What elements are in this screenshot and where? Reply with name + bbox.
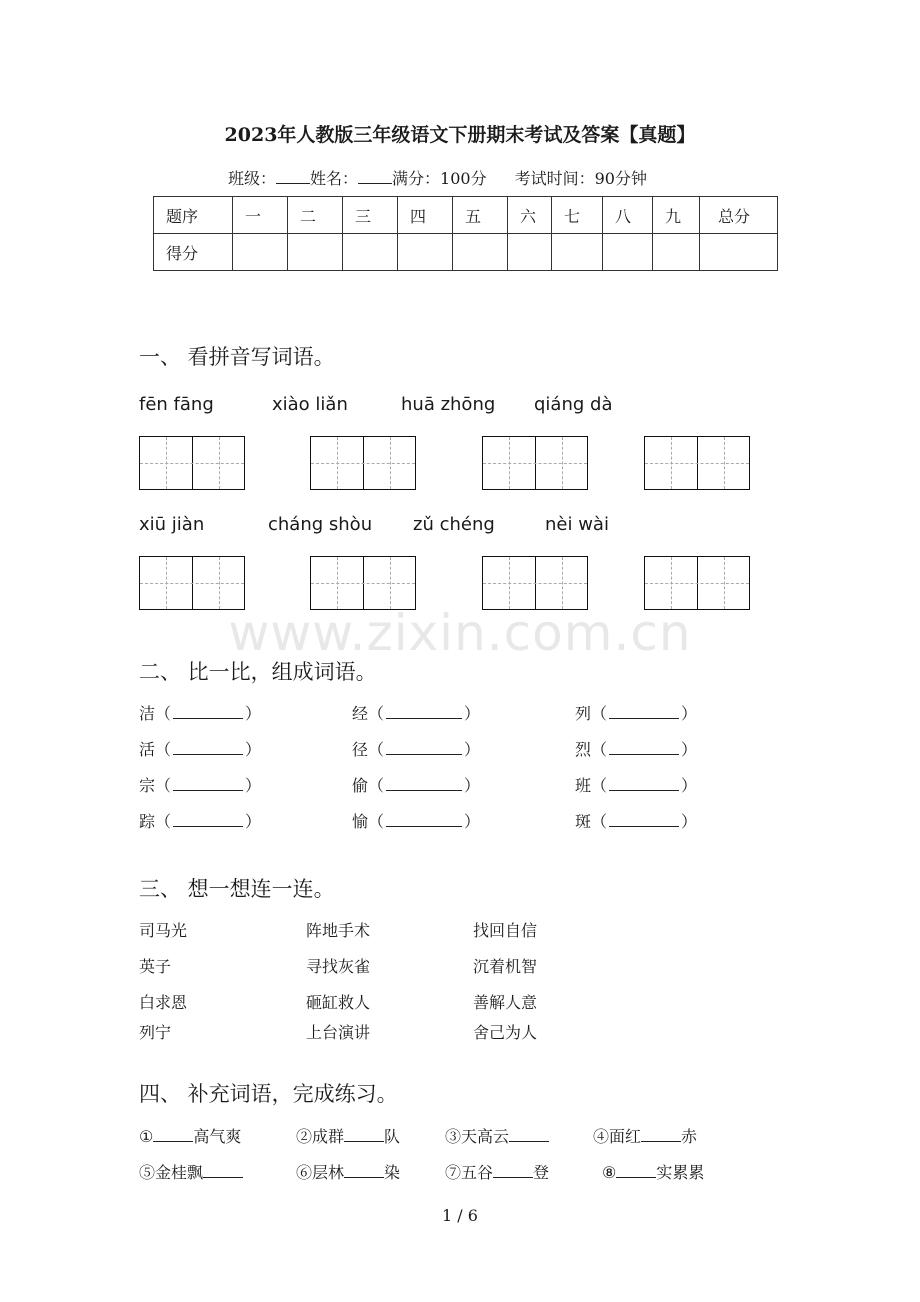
- fill-blank[interactable]: [509, 1126, 549, 1142]
- answer-blank[interactable]: [386, 812, 462, 827]
- section1-title: 一、 看拼音写词语。: [139, 345, 335, 369]
- writing-grid[interactable]: [139, 556, 245, 610]
- char: 径: [352, 740, 369, 759]
- score-cell[interactable]: [233, 234, 288, 271]
- score-cell[interactable]: [453, 234, 508, 271]
- answer-blank[interactable]: [386, 704, 462, 719]
- paren: ）: [245, 776, 262, 795]
- header-cell: 五: [453, 197, 508, 234]
- char: 活: [139, 740, 156, 759]
- word-item: [139, 809, 261, 832]
- fill-suffix: 染: [384, 1163, 401, 1182]
- match-item[interactable]: 舍己为人: [473, 1023, 538, 1042]
- word-item: [575, 773, 697, 796]
- fill-item: [445, 1124, 549, 1147]
- answer-blank[interactable]: [609, 776, 679, 791]
- char: 列: [575, 704, 592, 723]
- match-item[interactable]: 列宁: [139, 1023, 172, 1042]
- pinyin-label: nèi wài: [545, 514, 609, 535]
- fill-item: [593, 1124, 697, 1147]
- exam-info: [228, 166, 647, 189]
- writing-grid[interactable]: [310, 436, 416, 490]
- fill-item: [296, 1160, 400, 1183]
- paren: （: [368, 812, 385, 831]
- header-cell: 二: [288, 197, 343, 234]
- fill-suffix: 实累累: [656, 1163, 705, 1182]
- pinyin-label: cháng shòu: [268, 514, 373, 535]
- pinyin-label: qiáng dà: [534, 394, 613, 415]
- match-item[interactable]: 英子: [139, 957, 172, 976]
- char: 偷: [352, 776, 369, 795]
- word-item: [352, 773, 480, 796]
- paren: （: [155, 812, 172, 831]
- writing-grid[interactable]: [482, 436, 588, 490]
- score-cell[interactable]: [552, 234, 603, 271]
- paren: ）: [245, 812, 262, 831]
- char: 经: [352, 704, 369, 723]
- paren: ）: [681, 812, 698, 831]
- word-item: [575, 809, 697, 832]
- header-cell: 四: [398, 197, 453, 234]
- answer-blank[interactable]: [609, 812, 679, 827]
- header-cell: 八: [603, 197, 653, 234]
- writing-grid[interactable]: [310, 556, 416, 610]
- section3-title: 三、 想一想连一连。: [139, 877, 335, 901]
- score-table-row: [154, 234, 778, 271]
- word-item: [352, 737, 480, 760]
- fill-blank[interactable]: [344, 1126, 384, 1142]
- writing-grid[interactable]: [482, 556, 588, 610]
- fill-suffix: 高气爽: [193, 1127, 242, 1146]
- pinyin-label: huā zhōng: [401, 394, 496, 415]
- match-item[interactable]: 善解人意: [473, 993, 538, 1012]
- char: 愉: [352, 812, 369, 831]
- char: 烈: [575, 740, 592, 759]
- char: 宗: [139, 776, 156, 795]
- page-number: 1 / 6: [442, 1206, 478, 1225]
- paren: ）: [681, 704, 698, 723]
- score-cell[interactable]: [508, 234, 552, 271]
- answer-blank[interactable]: [173, 740, 243, 755]
- fill-blank[interactable]: [493, 1162, 533, 1178]
- writing-grid[interactable]: [644, 436, 750, 490]
- paren: （: [155, 776, 172, 795]
- word-item: [139, 737, 261, 760]
- paren: （: [591, 776, 608, 795]
- paren: ）: [464, 812, 481, 831]
- paren: ）: [464, 704, 481, 723]
- score-cell[interactable]: [398, 234, 453, 271]
- word-item: [139, 701, 261, 724]
- fill-item: [139, 1124, 241, 1147]
- paren: （: [591, 704, 608, 723]
- pinyin-label: fēn fāng: [139, 394, 214, 415]
- match-item[interactable]: 沉着机智: [473, 957, 538, 976]
- fill-prefix: ④面红: [593, 1127, 642, 1146]
- paren: ）: [245, 740, 262, 759]
- paren: ）: [681, 776, 698, 795]
- answer-blank[interactable]: [173, 812, 243, 827]
- match-item[interactable]: 阵地手术: [306, 921, 371, 940]
- fill-blank[interactable]: [344, 1162, 384, 1178]
- score-cell[interactable]: [603, 234, 653, 271]
- match-item[interactable]: 寻找灰雀: [306, 957, 371, 976]
- score-cell[interactable]: [700, 234, 778, 271]
- paren: ）: [464, 740, 481, 759]
- word-item: [352, 809, 480, 832]
- answer-blank[interactable]: [173, 776, 243, 791]
- score-row-label: 得分: [154, 234, 233, 271]
- answer-blank[interactable]: [386, 740, 462, 755]
- fill-prefix: ⑧: [602, 1163, 617, 1182]
- fill-blank[interactable]: [153, 1126, 193, 1142]
- fill-prefix: ①: [139, 1127, 154, 1146]
- paren: （: [368, 740, 385, 759]
- fill-suffix: 队: [384, 1127, 401, 1146]
- paren: ）: [245, 704, 262, 723]
- paren: （: [368, 704, 385, 723]
- match-item[interactable]: 找回自信: [473, 921, 538, 940]
- fill-blank[interactable]: [641, 1126, 681, 1142]
- score-table: [153, 196, 778, 271]
- header-cell: 三: [343, 197, 398, 234]
- fill-item: [602, 1160, 704, 1183]
- fill-blank[interactable]: [616, 1162, 656, 1178]
- watermark: www.zixin.com.cn: [228, 604, 692, 662]
- char: 班: [575, 776, 592, 795]
- page-title: 2023年人教版三年级语文下册期末考试及答案【真题】: [224, 124, 696, 146]
- header-cell: 九: [653, 197, 700, 234]
- score-cell[interactable]: [653, 234, 700, 271]
- answer-blank[interactable]: [173, 704, 243, 719]
- fill-item: [296, 1124, 400, 1147]
- answer-blank[interactable]: [386, 776, 462, 791]
- exam-time: 考试时间：90分钟: [514, 169, 647, 188]
- paren: ）: [681, 740, 698, 759]
- answer-blank[interactable]: [609, 704, 679, 719]
- word-item: [575, 737, 697, 760]
- match-item[interactable]: 上台演讲: [306, 1023, 371, 1042]
- fill-prefix: ③天高云: [445, 1127, 510, 1146]
- pinyin-label: zǔ chéng: [413, 514, 495, 535]
- fill-blank[interactable]: [203, 1162, 243, 1178]
- paren: （: [591, 812, 608, 831]
- name-blank[interactable]: [358, 168, 392, 184]
- pinyin-label: xiū jiàn: [139, 514, 205, 535]
- name-label: 姓名：: [310, 169, 359, 188]
- word-item: [139, 773, 261, 796]
- writing-grid[interactable]: [139, 436, 245, 490]
- paren: （: [368, 776, 385, 795]
- fill-prefix: ②成群: [296, 1127, 345, 1146]
- paren: （: [155, 740, 172, 759]
- fill-prefix: ⑦五谷: [445, 1163, 494, 1182]
- writing-grid[interactable]: [644, 556, 750, 610]
- header-cell: 六: [508, 197, 552, 234]
- full-score: 满分：100分: [392, 169, 487, 188]
- class-blank[interactable]: [276, 168, 310, 184]
- paren: ）: [464, 776, 481, 795]
- fill-item: [445, 1160, 549, 1183]
- char: 斑: [575, 812, 592, 831]
- match-item[interactable]: 砸缸救人: [306, 993, 371, 1012]
- section2-title: 二、 比一比，组成词语。: [139, 660, 377, 684]
- char: 洁: [139, 704, 156, 723]
- fill-suffix: 赤: [681, 1127, 698, 1146]
- score-cell[interactable]: [288, 234, 343, 271]
- score-cell[interactable]: [343, 234, 398, 271]
- word-item: [352, 701, 480, 724]
- paren: （: [155, 704, 172, 723]
- fill-prefix: ⑤金桂飘: [139, 1163, 204, 1182]
- class-label: 班级：: [228, 169, 277, 188]
- header-cell: 一: [233, 197, 288, 234]
- fill-prefix: ⑥层林: [296, 1163, 345, 1182]
- answer-blank[interactable]: [609, 740, 679, 755]
- header-cell: 总分: [700, 197, 778, 234]
- match-item[interactable]: 司马光: [139, 921, 188, 940]
- match-item[interactable]: 白求恩: [139, 993, 188, 1012]
- pinyin-label: xiào liǎn: [272, 394, 348, 415]
- header-cell: 七: [552, 197, 603, 234]
- header-cell: 题序: [154, 197, 233, 234]
- paren: （: [591, 740, 608, 759]
- char: 踪: [139, 812, 156, 831]
- fill-item: [139, 1160, 243, 1183]
- word-item: [575, 701, 697, 724]
- fill-suffix: 登: [533, 1163, 550, 1182]
- score-table-header: [154, 197, 778, 234]
- section4-title: 四、 补充词语，完成练习。: [139, 1082, 398, 1106]
